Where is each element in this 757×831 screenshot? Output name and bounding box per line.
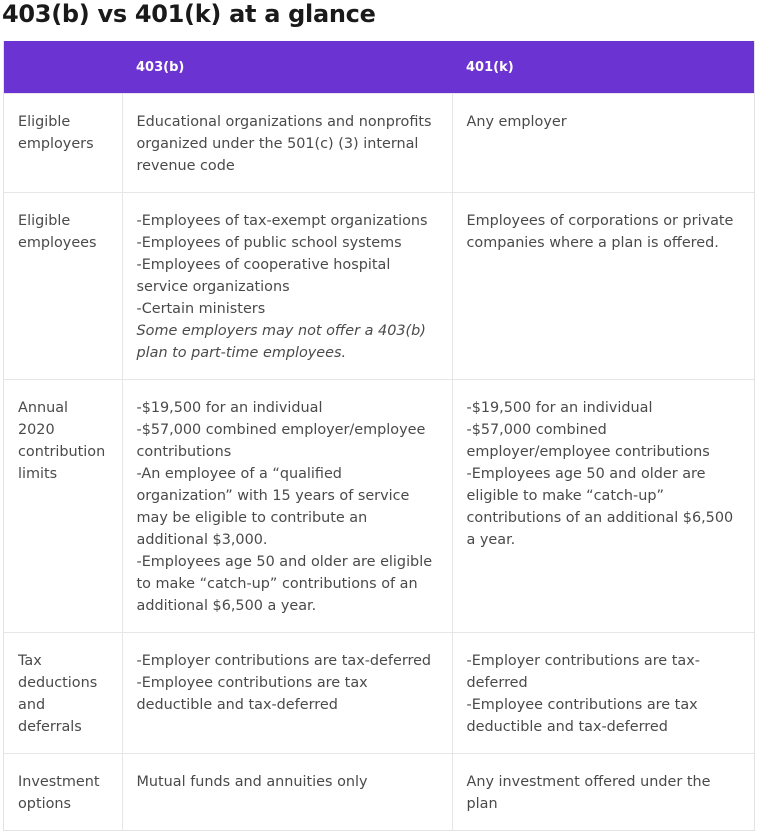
cell-401k — [452, 380, 754, 633]
cell-line: -$19,500 for an individual — [466, 400, 653, 416]
cell-line: Educational organizations and nonprofits organized under the 501(c) (3) internal revenue code — [136, 114, 432, 174]
cell-401k — [452, 754, 754, 831]
row-label: Eligible employees — [4, 193, 122, 380]
comparison-table — [4, 41, 754, 830]
row-label: Investment options — [4, 754, 122, 831]
cell-line: -Employer contributions are tax-deferred — [136, 653, 432, 669]
cell-line: -$19,500 for an individual — [136, 400, 323, 416]
cell-line: -$57,000 combined employer/employee contributions — [136, 422, 426, 460]
cell-line: -Employees age 50 and older are eligible to make “catch-up” contributions of an additional $6,500 a year. — [466, 466, 734, 548]
cell-401k — [452, 633, 754, 754]
cell-line: -Employees of cooperative hospital service organizations — [136, 257, 391, 295]
cell-403b — [122, 94, 452, 193]
cell-line: Employees of corporations or private companies where a plan is offered. — [466, 213, 734, 251]
cell-line: -An employee of a “qualified organization” with 15 years of service may be eligible to contribute an additional $3,000. — [136, 466, 410, 548]
cell-line: -Certain ministers — [136, 301, 266, 317]
cell-line: Any investment offered under the plan — [466, 774, 711, 812]
table-header-row — [4, 41, 754, 94]
row-label: Annual 2020 contribution limits — [4, 380, 122, 633]
cell-line: -Employee contributions are tax deductible and tax-deferred — [136, 675, 368, 713]
cell-401k — [452, 193, 754, 380]
cell-line: -Employer contributions are tax-deferred — [466, 653, 700, 691]
cell-line: Mutual funds and annuities only — [136, 774, 368, 790]
cell-line: -$57,000 combined employer/employee contributions — [466, 422, 710, 460]
page-title: 403(b) vs 401(k) at a glance — [2, 0, 376, 28]
header-empty — [4, 41, 122, 94]
cell-line: Any employer — [466, 114, 567, 130]
cell-403b — [122, 380, 452, 633]
cell-line: -Employees of public school systems — [136, 235, 402, 251]
row-label: Eligible employers — [4, 94, 122, 193]
cell-line: -Employees age 50 and older are eligible to make “catch-up” contributions of an additional $6,500 a year. — [136, 554, 433, 614]
table-row — [4, 94, 754, 193]
header-403b: 403(b) — [122, 41, 452, 94]
cell-line: -Employees of tax-exempt organizations — [136, 213, 428, 229]
table-row — [4, 754, 754, 831]
cell-401k — [452, 94, 754, 193]
cell-403b — [122, 193, 452, 380]
table-row — [4, 633, 754, 754]
cell-403b — [122, 754, 452, 831]
row-label: Tax deductions and deferrals — [4, 633, 122, 754]
cell-403b — [122, 633, 452, 754]
table-row — [4, 380, 754, 633]
table-row — [4, 193, 754, 380]
comparison-table-container — [3, 41, 755, 831]
header-401k: 401(k) — [452, 41, 754, 94]
cell-line: -Employee contributions are tax deductible and tax-deferred — [466, 697, 698, 735]
cell-note: Some employers may not offer a 403(b) plan to part-time employees. — [136, 323, 426, 361]
